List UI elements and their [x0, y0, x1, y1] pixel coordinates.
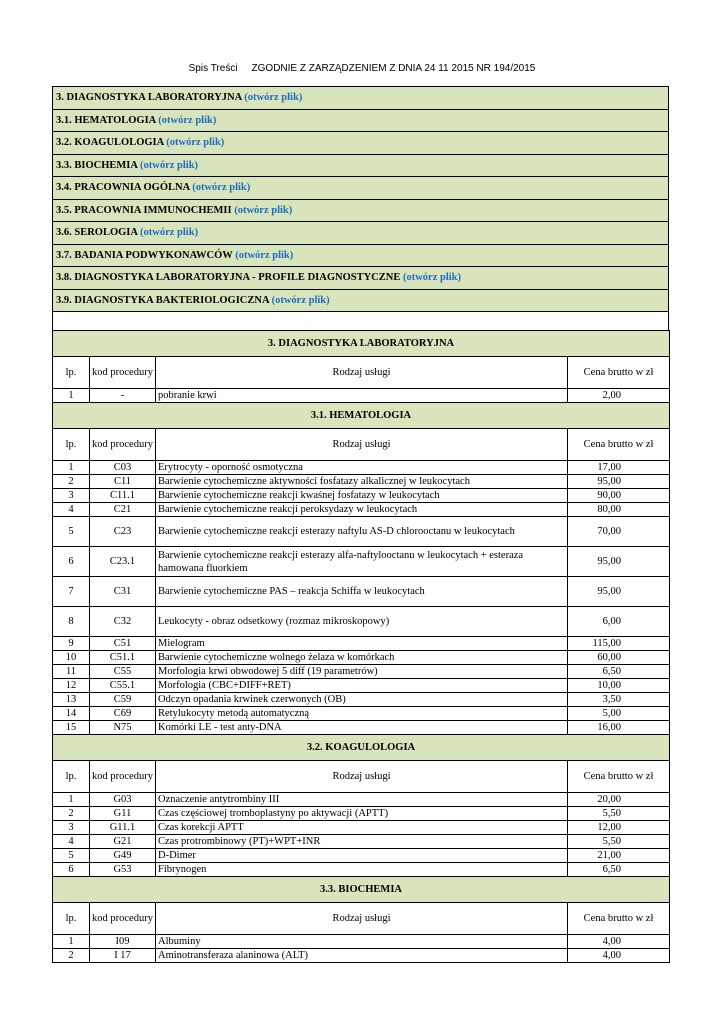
toc-title: 3. DIAGNOSTYKA LABORATORYJNA	[56, 92, 242, 104]
cell-lp: 1	[53, 389, 90, 403]
header-left: Spis Treści	[188, 63, 238, 74]
toc-title: 3.4. PRACOWNIA OGÓLNA	[56, 182, 190, 194]
column-header-lp: lp.	[53, 429, 90, 461]
cell-kod: G53	[90, 863, 156, 877]
cell-rodzaj: Barwienie cytochemiczne reakcji kwaśnej fosfatazy w leukocytach	[156, 489, 568, 503]
cell-kod: I09	[90, 935, 156, 949]
column-header-kod: kod procedury	[90, 903, 156, 935]
toc-entry	[53, 199, 669, 222]
toc-open-file-link[interactable]: (otwórz plik)	[402, 272, 462, 284]
column-header-kod: kod procedury	[90, 429, 156, 461]
cell-cena: 6,00	[568, 607, 670, 637]
cell-cena: 5,50	[568, 835, 670, 849]
table-row	[53, 577, 670, 607]
toc-row	[53, 154, 669, 177]
cell-cena: 70,00	[568, 517, 670, 547]
toc-entry	[53, 132, 669, 155]
column-header-rodzaj: Rodzaj usługi	[156, 903, 568, 935]
cell-cena: 20,00	[568, 793, 670, 807]
cell-rodzaj: Barwienie cytochemiczne reakcji peroksydazy w leukocytach	[156, 503, 568, 517]
table-row	[53, 489, 670, 503]
cell-kod: C51.1	[90, 651, 156, 665]
cell-cena: 95,00	[568, 475, 670, 489]
cell-kod: G11	[90, 807, 156, 821]
cell-rodzaj: Odczyn opadania krwinek czerwonych (OB)	[156, 693, 568, 707]
toc-entry	[53, 222, 669, 245]
section-title: 3.1. HEMATOLOGIA	[53, 403, 670, 429]
table-row	[53, 547, 670, 577]
column-header-rodzaj: Rodzaj usługi	[156, 357, 568, 389]
cell-cena: 6,50	[568, 665, 670, 679]
cell-rodzaj: Czas częściowej tromboplastyny po aktywacji (APTT)	[156, 807, 568, 821]
cell-cena: 3,50	[568, 693, 670, 707]
section-header-row	[53, 877, 670, 903]
column-header-cena: Cena brutto w zł	[568, 903, 670, 935]
table-row	[53, 821, 670, 835]
cell-lp: 13	[53, 693, 90, 707]
cell-rodzaj: Fibrynogen	[156, 863, 568, 877]
cell-lp: 15	[53, 721, 90, 735]
column-header-kod: kod procedury	[90, 357, 156, 389]
column-header-kod: kod procedury	[90, 761, 156, 793]
cell-kod: C23.1	[90, 547, 156, 577]
table-row	[53, 475, 670, 489]
cell-rodzaj: Barwienie cytochemiczne aktywności fosfatazy alkalicznej w leukocytach	[156, 475, 568, 489]
cell-rodzaj: Morfologia (CBC+DIFF+RET)	[156, 679, 568, 693]
cell-cena: 4,00	[568, 935, 670, 949]
table-row	[53, 721, 670, 735]
cell-rodzaj: Czas korekcji APTT	[156, 821, 568, 835]
cell-kod: -	[90, 389, 156, 403]
toc-open-file-link[interactable]: (otwórz plik)	[158, 114, 217, 126]
column-header-row	[53, 429, 670, 461]
table-row	[53, 949, 670, 963]
table-row	[53, 693, 670, 707]
cell-cena: 5,00	[568, 707, 670, 721]
column-header-cena: Cena brutto w zł	[568, 357, 670, 389]
section-title: 3.2. KOAGULOLOGIA	[53, 735, 670, 761]
cell-cena: 16,00	[568, 721, 670, 735]
toc-row	[53, 177, 669, 200]
table-row	[53, 707, 670, 721]
column-header-lp: lp.	[53, 357, 90, 389]
toc-entry	[53, 177, 669, 200]
toc-entry	[53, 87, 669, 110]
cell-lp: 1	[53, 793, 90, 807]
section-title: 3. DIAGNOSTYKA LABORATORYJNA	[53, 331, 670, 357]
cell-rodzaj: Retylukocyty metodą automatyczną	[156, 707, 568, 721]
cell-cena: 6,50	[568, 863, 670, 877]
table-row	[53, 665, 670, 679]
toc-row	[53, 109, 669, 132]
cell-lp: 1	[53, 935, 90, 949]
toc-open-file-link[interactable]: (otwórz plik)	[235, 249, 294, 261]
cell-rodzaj: Morfologia krwi obwodowej 5 diff (19 parametrów)	[156, 665, 568, 679]
cell-kod: C11	[90, 475, 156, 489]
cell-lp: 8	[53, 607, 90, 637]
cell-lp: 3	[53, 821, 90, 835]
cell-kod: C51	[90, 637, 156, 651]
table-row	[53, 793, 670, 807]
cell-cena: 12,00	[568, 821, 670, 835]
section-header-row	[53, 735, 670, 761]
toc-open-file-link[interactable]: (otwórz plik)	[271, 294, 330, 306]
toc-title: 3.9. DIAGNOSTYKA BAKTERIOLOGICZNA	[56, 294, 269, 306]
section-title: 3.3. BIOCHEMIA	[53, 877, 670, 903]
cell-rodzaj: Albuminy	[156, 935, 568, 949]
toc-open-file-link[interactable]: (otwórz plik)	[244, 92, 303, 104]
toc-open-file-link[interactable]: (otwórz plik)	[140, 227, 199, 239]
cell-cena: 80,00	[568, 503, 670, 517]
column-header-row	[53, 903, 670, 935]
toc-row	[53, 244, 669, 267]
cell-rodzaj: Barwienie cytochemiczne reakcji esterazy alfa-naftylooctanu w leukocytach + esteraza hamowana fluorkiem	[156, 547, 568, 577]
cell-rodzaj: Barwienie cytochemiczne wolnego żelaza w komórkach	[156, 651, 568, 665]
table-row	[53, 679, 670, 693]
toc-row	[53, 199, 669, 222]
table-row	[53, 807, 670, 821]
cell-lp: 6	[53, 863, 90, 877]
cell-kod: C59	[90, 693, 156, 707]
column-header-rodzaj: Rodzaj usługi	[156, 429, 568, 461]
toc-title: 3.7. BADANIA PODWYKONAWCÓW	[56, 249, 233, 261]
table-row	[53, 461, 670, 475]
cell-rodzaj: Aminotransferaza alaninowa (ALT)	[156, 949, 568, 963]
cell-lp: 2	[53, 807, 90, 821]
toc-title: 3.1. HEMATOLOGIA	[56, 114, 156, 126]
cell-rodzaj: Barwienie cytochemiczne PAS – reakcja Schiffa w leukocytach	[156, 577, 568, 607]
cell-rodzaj: pobranie krwi	[156, 389, 568, 403]
cell-cena: 21,00	[568, 849, 670, 863]
toc-open-file-link[interactable]: (otwórz plik)	[140, 159, 199, 171]
table-row	[53, 835, 670, 849]
cell-cena: 115,00	[568, 637, 670, 651]
cell-lp: 1	[53, 461, 90, 475]
cell-lp: 2	[53, 949, 90, 963]
toc-entry	[53, 267, 669, 290]
column-header-lp: lp.	[53, 761, 90, 793]
cell-kod: C03	[90, 461, 156, 475]
cell-kod: G11.1	[90, 821, 156, 835]
table-row	[53, 503, 670, 517]
toc-row	[53, 289, 669, 312]
table-row	[53, 935, 670, 949]
cell-cena: 17,00	[568, 461, 670, 475]
cell-rodzaj: Komórki LE - test anty-DNA	[156, 721, 568, 735]
cell-lp: 5	[53, 849, 90, 863]
toc-open-file-link[interactable]: (otwórz plik)	[192, 182, 251, 194]
table-row	[53, 607, 670, 637]
cell-lp: 3	[53, 489, 90, 503]
toc-row	[53, 222, 669, 245]
table-row	[53, 637, 670, 651]
cell-kod: C23	[90, 517, 156, 547]
cell-lp: 9	[53, 637, 90, 651]
cell-rodzaj: Erytrocyty - oporność osmotyczna	[156, 461, 568, 475]
toc-spacer	[53, 312, 669, 331]
toc-row	[53, 132, 669, 155]
toc-spacer-row	[53, 312, 669, 331]
table-of-contents	[52, 86, 669, 331]
cell-cena: 5,50	[568, 807, 670, 821]
cell-kod: C11.1	[90, 489, 156, 503]
section-header-row	[53, 403, 670, 429]
cell-cena: 95,00	[568, 577, 670, 607]
toc-title: 3.6. SEROLOGIA	[56, 227, 138, 239]
toc-row	[53, 87, 669, 110]
cell-kod: C69	[90, 707, 156, 721]
toc-title: 3.3. BIOCHEMIA	[56, 159, 138, 171]
column-header-cena: Cena brutto w zł	[568, 429, 670, 461]
header-right: ZGODNIE Z ZARZĄDZENIEM Z DNIA 24 11 2015 NR 194/2015	[251, 63, 536, 74]
cell-cena: 90,00	[568, 489, 670, 503]
cell-cena: 60,00	[568, 651, 670, 665]
column-header-row	[53, 761, 670, 793]
toc-entry	[53, 154, 669, 177]
column-header-rodzaj: Rodzaj usługi	[156, 761, 568, 793]
cell-rodzaj: Barwienie cytochemiczne reakcji esterazy naftylu AS-D chlorooctanu w leukocytach	[156, 517, 568, 547]
table-row	[53, 517, 670, 547]
cell-lp: 4	[53, 835, 90, 849]
cell-cena: 2,00	[568, 389, 670, 403]
cell-cena: 4,00	[568, 949, 670, 963]
cell-rodzaj: Mielogram	[156, 637, 568, 651]
cell-lp: 12	[53, 679, 90, 693]
table-row	[53, 863, 670, 877]
section-header-row	[53, 331, 670, 357]
cell-kod: G03	[90, 793, 156, 807]
cell-rodzaj: D-Dimer	[156, 849, 568, 863]
column-header-lp: lp.	[53, 903, 90, 935]
cell-kod: G21	[90, 835, 156, 849]
toc-title: 3.2. KOAGULOLOGIA	[56, 137, 164, 149]
column-header-row	[53, 357, 670, 389]
column-header-cena: Cena brutto w zł	[568, 761, 670, 793]
toc-title: 3.5. PRACOWNIA IMMUNOCHEMII	[56, 204, 232, 216]
toc-title: 3.8. DIAGNOSTYKA LABORATORYJNA - PROFILE DIAGNOSTYCZNE	[56, 272, 401, 284]
cell-rodzaj: Leukocyty - obraz odsetkowy (rozmaz mikroskopowy)	[156, 607, 568, 637]
cell-kod: G49	[90, 849, 156, 863]
table-row	[53, 389, 670, 403]
toc-entry	[53, 244, 669, 267]
toc-open-file-link[interactable]: (otwórz plik)	[166, 137, 225, 149]
cell-lp: 5	[53, 517, 90, 547]
cell-lp: 7	[53, 577, 90, 607]
toc-entry	[53, 109, 669, 132]
cell-kod: N75	[90, 721, 156, 735]
cell-lp: 4	[53, 503, 90, 517]
cell-kod: C31	[90, 577, 156, 607]
cell-kod: C55	[90, 665, 156, 679]
page-header	[0, 63, 724, 74]
cell-lp: 6	[53, 547, 90, 577]
cell-lp: 2	[53, 475, 90, 489]
cell-kod: C55.1	[90, 679, 156, 693]
toc-open-file-link[interactable]: (otwórz plik)	[234, 204, 293, 216]
cell-lp: 14	[53, 707, 90, 721]
cell-kod: C32	[90, 607, 156, 637]
toc-entry	[53, 289, 669, 312]
cell-kod: C21	[90, 503, 156, 517]
price-table	[52, 330, 670, 963]
table-row	[53, 651, 670, 665]
cell-kod: I 17	[90, 949, 156, 963]
cell-cena: 95,00	[568, 547, 670, 577]
table-row	[53, 849, 670, 863]
toc-row	[53, 267, 669, 290]
cell-rodzaj: Oznaczenie antytrombiny III	[156, 793, 568, 807]
cell-rodzaj: Czas protrombinowy (PT)+WPT+INR	[156, 835, 568, 849]
cell-cena: 10,00	[568, 679, 670, 693]
cell-lp: 10	[53, 651, 90, 665]
cell-lp: 11	[53, 665, 90, 679]
